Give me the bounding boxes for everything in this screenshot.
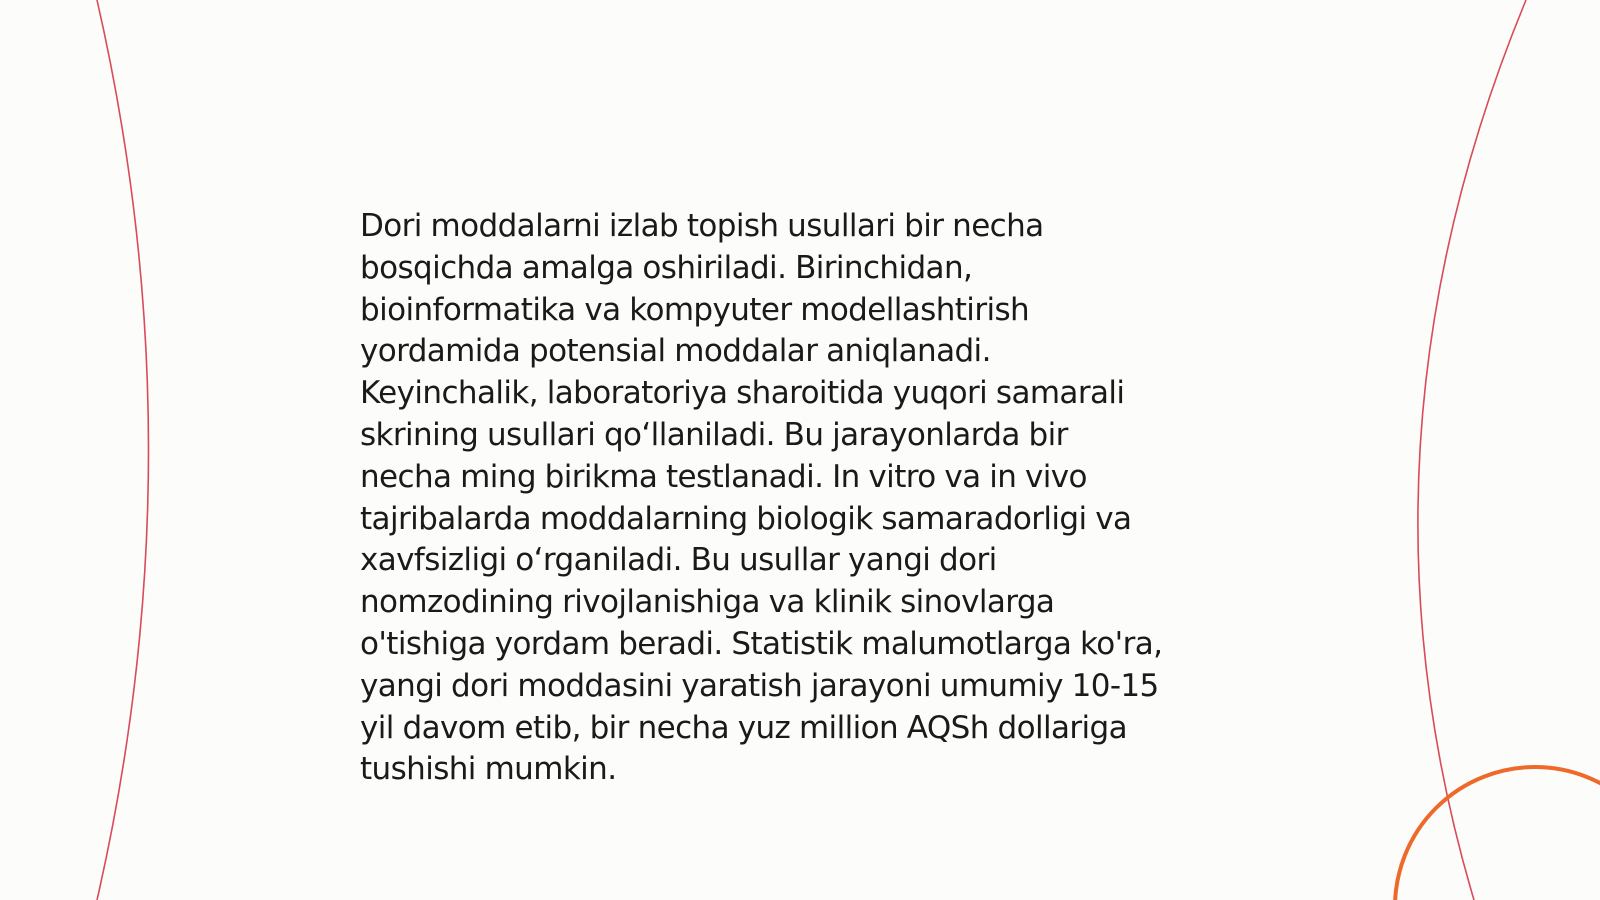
text-line: Dori moddalarni izlab topish usullari bir necha [360, 208, 1044, 244]
text-line: yordamida potensial moddalar aniqlanadi. [360, 333, 991, 370]
text-line: Keyinchalik, laboratoriya sharoitida yuqori samarali [360, 375, 1125, 412]
text-line: tajribalarda moddalarning biologik samaradorligi va [360, 500, 1132, 537]
text-line: bosqichda amalga oshiriladi. Birinchidan, [360, 249, 973, 286]
right-arc-line [1418, 0, 1526, 900]
text-line: o'tishiga yordam beradi. Statistik malumotlarga ko'ra, [360, 625, 1163, 662]
left-arc-line [97, 0, 149, 900]
text-line: bioinformatika va kompyuter modellashtirish [360, 291, 1030, 328]
text-line: yangi dori moddasini yaratish jarayoni umumiy 10-15 [360, 667, 1159, 704]
body-paragraph [360, 206, 1240, 791]
text-line: yil davom etib, bir necha yuz million AQSh dollariga [360, 709, 1128, 746]
text-line: nomzodining rivojlanishiga va klinik sinovlarga [360, 584, 1055, 621]
orange-circle-outline [1395, 767, 1600, 900]
text-line: xavfsizligi o‘rganiladi. Bu usullar yangi dori [360, 542, 997, 579]
text-line: necha ming birikma testlanadi. In vitro va in vivo [360, 458, 1087, 495]
text-line: skrining usullari qo‘llaniladi. Bu jarayonlarda bir [360, 416, 1068, 453]
text-line: tushishi mumkin. [360, 751, 617, 788]
